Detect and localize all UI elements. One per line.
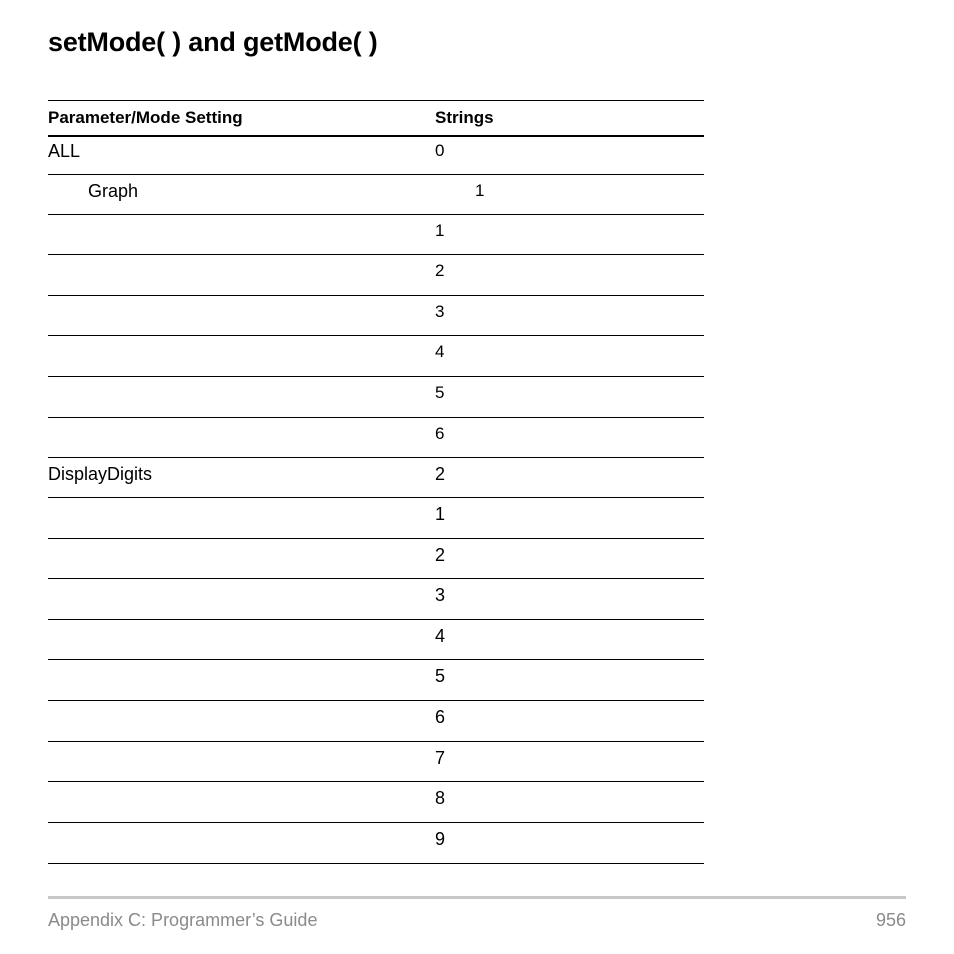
table-row bbox=[48, 620, 704, 660]
row-string: 4 bbox=[435, 342, 445, 361]
table-row bbox=[48, 701, 704, 742]
row-param bbox=[48, 545, 435, 578]
row-string: 1 bbox=[435, 221, 445, 240]
row-string: 2 bbox=[435, 261, 445, 280]
table-row bbox=[48, 579, 704, 620]
row-param: ALL bbox=[48, 141, 81, 161]
table-row bbox=[48, 175, 704, 215]
row-string: 8 bbox=[435, 788, 446, 808]
row-string: 1 bbox=[475, 181, 485, 200]
row-string: 6 bbox=[435, 707, 446, 727]
row-param bbox=[48, 829, 435, 863]
footer-page-number: 956 bbox=[875, 910, 906, 930]
footer-divider bbox=[48, 896, 906, 899]
table-row bbox=[48, 458, 704, 498]
table-row bbox=[48, 742, 704, 782]
table-row bbox=[48, 377, 704, 418]
row-param: DisplayDigits bbox=[48, 464, 153, 484]
row-string: 3 bbox=[435, 302, 445, 321]
row-string: 2 bbox=[435, 464, 446, 484]
header-strings: Strings bbox=[435, 108, 494, 127]
table-row bbox=[48, 418, 704, 458]
table-row bbox=[48, 498, 704, 539]
row-string: 6 bbox=[435, 424, 445, 443]
row-string: 3 bbox=[435, 585, 446, 605]
footer-section-title: Appendix C: Programmer’s Guide bbox=[48, 910, 318, 930]
table-row bbox=[48, 296, 704, 336]
header-parameter: Parameter/Mode Setting bbox=[48, 108, 243, 127]
row-param bbox=[48, 585, 435, 619]
table-row bbox=[48, 137, 704, 175]
mode-settings-table bbox=[48, 100, 704, 864]
row-param bbox=[48, 221, 435, 254]
row-string: 7 bbox=[435, 748, 446, 768]
row-param bbox=[48, 504, 435, 538]
table-row bbox=[48, 215, 704, 255]
row-string: 0 bbox=[435, 141, 445, 160]
row-string: 4 bbox=[435, 626, 446, 646]
row-param bbox=[48, 748, 435, 781]
table-row bbox=[48, 539, 704, 579]
row-string: 5 bbox=[435, 666, 446, 686]
table-row bbox=[48, 823, 704, 864]
row-string: 2 bbox=[435, 545, 446, 565]
row-param bbox=[48, 788, 435, 822]
table-row bbox=[48, 660, 704, 701]
table-header bbox=[48, 101, 704, 137]
row-param bbox=[48, 383, 435, 417]
row-string: 1 bbox=[435, 504, 446, 524]
row-param bbox=[48, 666, 435, 700]
row-param bbox=[48, 424, 435, 457]
row-string: 9 bbox=[435, 829, 446, 849]
row-param bbox=[48, 342, 435, 376]
row-string: 5 bbox=[435, 383, 445, 402]
row-param bbox=[48, 707, 435, 741]
table-row bbox=[48, 255, 704, 296]
table-row bbox=[48, 782, 704, 823]
row-param bbox=[48, 261, 435, 295]
table-row bbox=[48, 336, 704, 377]
page-title: setMode( ) and getMode( ) bbox=[48, 27, 378, 57]
row-param bbox=[48, 302, 435, 335]
row-param: Graph bbox=[88, 181, 139, 201]
row-param bbox=[48, 626, 435, 659]
